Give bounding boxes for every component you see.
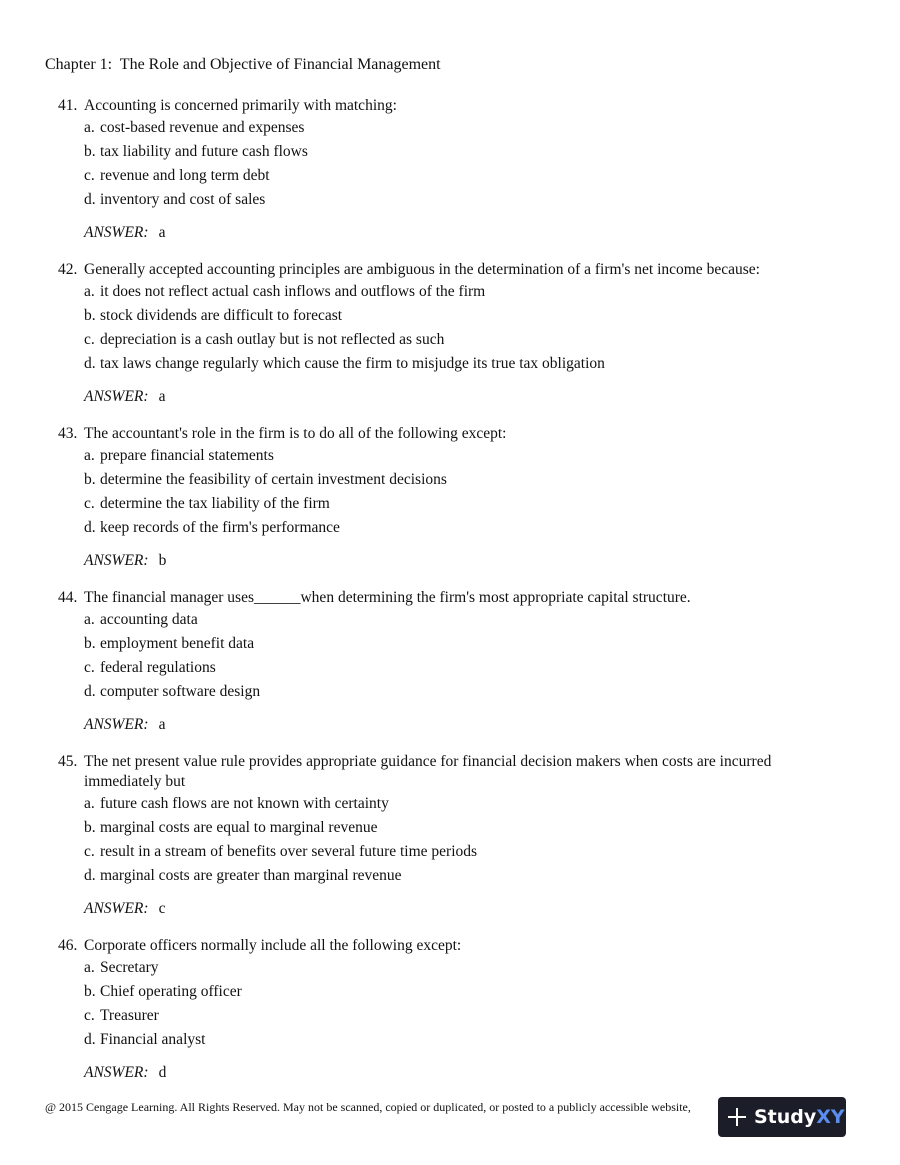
question-text: The accountant's role in the firm is to do all of the following except: xyxy=(84,425,507,442)
option-letter: b. xyxy=(84,471,96,488)
question-text: Corporate officers normally include all the following except: xyxy=(84,937,462,954)
option-letter: a. xyxy=(84,959,95,976)
answer-option xyxy=(84,680,818,704)
option-text: revenue and long term debt xyxy=(100,167,270,184)
question-stem xyxy=(58,936,818,956)
option-letter: a. xyxy=(84,283,95,300)
question-block xyxy=(58,752,818,920)
option-text: tax liability and future cash flows xyxy=(100,143,308,160)
answer-label: ANSWER: xyxy=(84,552,149,569)
option-text: Chief operating officer xyxy=(100,983,242,1000)
answer-option xyxy=(84,468,818,492)
answer-label: ANSWER: xyxy=(84,224,149,241)
option-letter: a. xyxy=(84,611,95,628)
option-letter: b. xyxy=(84,983,96,1000)
answer-option xyxy=(84,280,818,304)
option-letter: d. xyxy=(84,355,96,372)
question-stem xyxy=(58,260,818,280)
answer-option xyxy=(84,632,818,656)
option-letter: b. xyxy=(84,307,96,324)
option-letter: c. xyxy=(84,331,95,348)
option-text: Treasurer xyxy=(100,1007,159,1024)
answer-option xyxy=(84,840,818,864)
option-letter: a. xyxy=(84,447,95,464)
answer-value: b xyxy=(158,552,167,569)
answer-option xyxy=(84,516,818,540)
answer-label: ANSWER: xyxy=(84,900,149,917)
answer-value: d xyxy=(158,1064,167,1081)
answer-value: a xyxy=(158,224,166,241)
option-text: marginal costs are equal to marginal revenue xyxy=(100,819,378,836)
answer-option xyxy=(84,140,818,164)
question-number: 44. xyxy=(58,589,78,606)
answer-line xyxy=(84,222,818,244)
logo-text: Study xyxy=(754,1106,817,1128)
answer-option xyxy=(84,1004,818,1028)
option-text: cost-based revenue and expenses xyxy=(100,119,305,136)
option-letter: c. xyxy=(84,659,95,676)
answer-line xyxy=(84,1062,818,1084)
option-text: result in a stream of benefits over several future time periods xyxy=(100,843,478,860)
answer-option xyxy=(84,116,818,140)
answer-option xyxy=(84,864,818,888)
option-letter: d. xyxy=(84,867,96,884)
answer-option xyxy=(84,304,818,328)
question-list xyxy=(58,96,818,1100)
option-letter: c. xyxy=(84,1007,95,1024)
option-text: marginal costs are greater than marginal revenue xyxy=(100,867,402,884)
answer-value: a xyxy=(158,716,166,733)
copyright-footer: @ 2015 Cengage Learning. All Rights Reserved. May not be scanned, copied or duplicated, or posted to a publicly accessible website, xyxy=(45,1100,691,1114)
answer-option xyxy=(84,980,818,1004)
answer-option xyxy=(84,608,818,632)
question-block xyxy=(58,424,818,572)
option-letter: d. xyxy=(84,191,96,208)
question-number: 46. xyxy=(58,937,78,954)
studyxy-logo[interactable] xyxy=(718,1097,846,1137)
answer-option xyxy=(84,444,818,468)
answer-option xyxy=(84,352,818,376)
option-text: keep records of the firm's performance xyxy=(100,519,340,536)
question-stem xyxy=(58,588,818,608)
question-text: Generally accepted accounting principles are ambiguous in the determination of a firm's net income because: xyxy=(84,261,760,278)
question-block xyxy=(58,588,818,736)
question-block xyxy=(58,260,818,408)
option-letter: d. xyxy=(84,1031,96,1048)
answer-value: c xyxy=(158,900,166,917)
option-text: future cash flows are not known with certainty xyxy=(100,795,389,812)
option-letter: c. xyxy=(84,843,95,860)
option-text: prepare financial statements xyxy=(100,447,274,464)
option-text: federal regulations xyxy=(100,659,216,676)
option-letter: a. xyxy=(84,119,95,136)
answer-option xyxy=(84,816,818,840)
option-letter: a. xyxy=(84,795,95,812)
option-text: tax laws change regularly which cause the firm to misjudge its true tax obligation xyxy=(100,355,605,372)
option-letter: c. xyxy=(84,495,95,512)
option-text: stock dividends are difficult to forecast xyxy=(100,307,343,324)
answer-line xyxy=(84,550,818,572)
option-text: inventory and cost of sales xyxy=(100,191,266,208)
answer-option xyxy=(84,656,818,680)
question-number: 43. xyxy=(58,425,78,442)
answer-option xyxy=(84,1028,818,1052)
option-text: determine the tax liability of the firm xyxy=(100,495,330,512)
answer-value: a xyxy=(158,388,166,405)
option-letter: d. xyxy=(84,683,96,700)
option-letter: d. xyxy=(84,519,96,536)
question-number: 45. xyxy=(58,753,78,770)
option-text: Financial analyst xyxy=(100,1031,206,1048)
logo-text-accent: XY xyxy=(816,1106,845,1128)
option-letter: c. xyxy=(84,167,95,184)
option-letter: b. xyxy=(84,819,96,836)
question-text: The net present value rule provides appropriate guidance for financial decision makers when costs are incurred immediately but xyxy=(84,753,772,790)
option-letter: b. xyxy=(84,143,96,160)
option-text: Secretary xyxy=(100,959,159,976)
answer-label: ANSWER: xyxy=(84,1064,149,1081)
question-block xyxy=(58,96,818,244)
answer-option xyxy=(84,792,818,816)
answer-line xyxy=(84,386,818,408)
answer-line xyxy=(84,898,818,920)
question-number: 42. xyxy=(58,261,78,278)
question-stem xyxy=(58,424,818,444)
question-block xyxy=(58,936,818,1084)
question-number: 41. xyxy=(58,97,78,114)
answer-option xyxy=(84,188,818,212)
option-text: computer software design xyxy=(100,683,261,700)
answer-option xyxy=(84,956,818,980)
option-text: accounting data xyxy=(100,611,198,628)
question-stem xyxy=(58,752,818,792)
option-text: employment benefit data xyxy=(100,635,255,652)
answer-option xyxy=(84,492,818,516)
plus-icon xyxy=(728,1108,746,1126)
question-stem xyxy=(58,96,818,116)
question-text: The financial manager uses______when determining the firm's most appropriate capital structure. xyxy=(84,589,691,606)
answer-option xyxy=(84,164,818,188)
answer-label: ANSWER: xyxy=(84,716,149,733)
answer-option xyxy=(84,328,818,352)
option-letter: b. xyxy=(84,635,96,652)
option-text: determine the feasibility of certain investment decisions xyxy=(100,471,447,488)
option-text: depreciation is a cash outlay but is not reflected as such xyxy=(100,331,445,348)
answer-line xyxy=(84,714,818,736)
question-text: Accounting is concerned primarily with matching: xyxy=(84,97,397,114)
option-text: it does not reflect actual cash inflows and outflows of the firm xyxy=(100,283,486,300)
page-title: Chapter 1: The Role and Objective of Financial Management xyxy=(45,56,441,73)
answer-label: ANSWER: xyxy=(84,388,149,405)
